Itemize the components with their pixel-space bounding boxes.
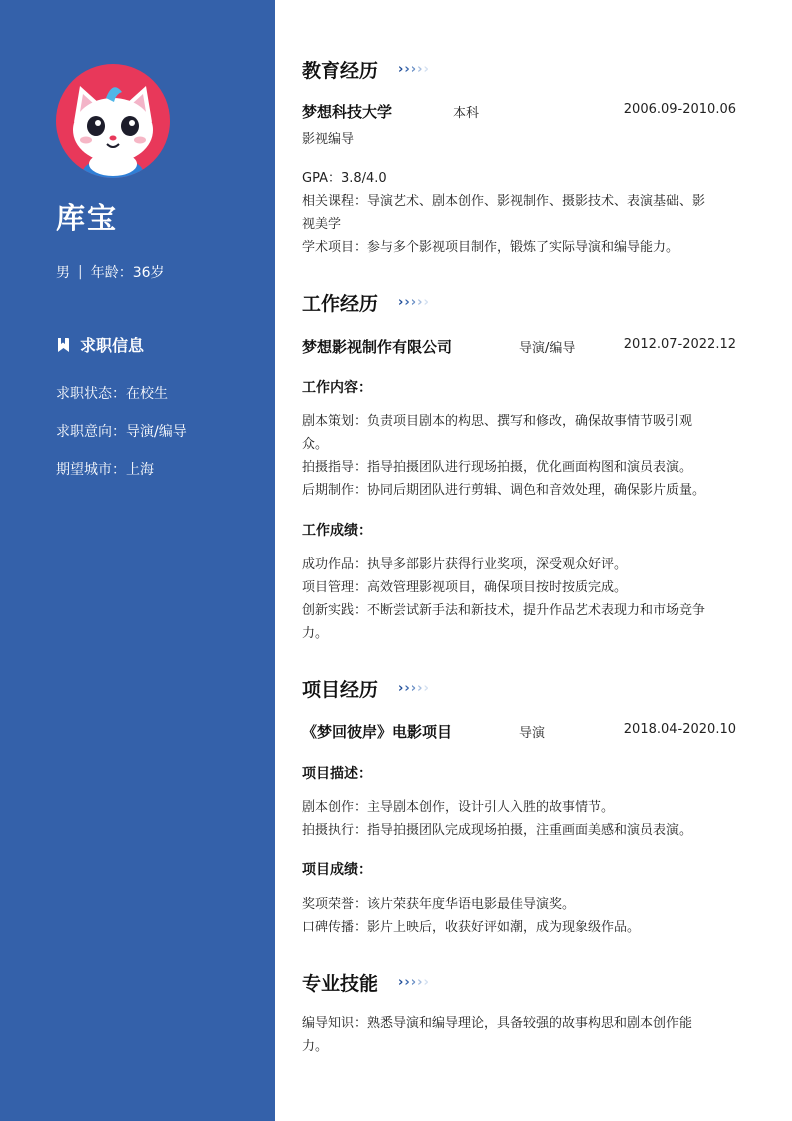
education-period: 2006.09-2010.06: [623, 102, 736, 117]
skills-title: 专业技能: [302, 973, 379, 995]
work-content: [302, 410, 736, 502]
job-status: 求职状态：在校生: [56, 386, 168, 402]
work-content-line: 后期制作：协同后期团队进行剪辑、调色和音效处理，确保影片质量。: [302, 483, 706, 498]
work-content-line: 众。: [302, 437, 329, 452]
project-desc-line: 剧本创作：主导剧本创作，设计引人入胜的故事情节。: [302, 800, 615, 815]
job-info-heading: [56, 333, 144, 356]
candidate-name: 库宝: [56, 201, 119, 235]
work-result-line: 力。: [302, 626, 329, 641]
work-content-line: 拍摄指导：指导拍摄团队进行现场拍摄，优化画面构图和演员表演。: [302, 460, 693, 475]
work-role: 导演/编导: [519, 341, 576, 356]
skills-heading: [302, 969, 429, 996]
project-role: 导演: [519, 726, 546, 741]
work-result-line: 成功作品：执导多部影片获得行业奖项，深受观众好评。: [302, 557, 628, 572]
courses-line-2: 视美学: [302, 217, 342, 232]
project-title: 项目经历: [302, 679, 379, 701]
chevrons-icon: › › › › ›: [398, 295, 429, 310]
work-row: [302, 336, 736, 358]
skills-line: 编导知识：熟悉导演和编导理论，具备较强的故事构思和剧本创作能: [302, 1016, 693, 1031]
work-results: [302, 553, 736, 645]
work-content-line: 剧本策划：负责项目剧本的构思、撰写和修改，确保故事情节吸引观: [302, 414, 693, 429]
divider: |: [78, 264, 83, 280]
work-results-title: 工作成绩：: [302, 523, 372, 539]
gpa: GPA：3.8/4.0: [302, 171, 387, 186]
project-desc-title: 项目描述：: [302, 766, 372, 782]
job-intention: 求职意向：导演/编导: [56, 424, 187, 440]
education-title: 教育经历: [302, 60, 379, 82]
age: 年龄：36岁: [90, 265, 165, 281]
work-result-line: 项目管理：高效管理影视项目，确保项目按时按质完成。: [302, 580, 628, 595]
job-info-title: 求职信息: [80, 336, 145, 355]
chevrons-icon: › › › › ›: [398, 62, 429, 77]
company-name: 梦想影视制作有限公司: [302, 338, 453, 356]
project-name: 《梦回彼岸》电影项目: [302, 723, 453, 741]
degree: 本科: [453, 106, 480, 121]
project-results-title: 项目成绩：: [302, 862, 372, 878]
courses-line-1: 相关课程：导演艺术、剧本创作、影视制作、摄影技术、表演基础、影: [302, 194, 706, 209]
education-row: [302, 101, 736, 123]
project-result-line: 奖项荣誉：该片荣获年度华语电影最佳导演奖。: [302, 897, 576, 912]
project-heading: [302, 675, 429, 702]
work-title: 工作经历: [302, 293, 379, 315]
sidebar: [0, 0, 275, 1121]
cat-mascot-icon: [56, 64, 170, 178]
skills-text: [302, 1012, 736, 1058]
project-result-line: 口碑传播：影片上映后，收获好评如潮，成为现象级作品。: [302, 920, 641, 935]
skills-line: 力。: [302, 1039, 329, 1054]
work-period: 2012.07-2022.12: [623, 337, 736, 352]
project-row: [302, 721, 736, 743]
work-content-title: 工作内容：: [302, 380, 372, 396]
gender: 男: [56, 265, 70, 281]
basic-info: [56, 262, 165, 282]
work-heading: [302, 289, 429, 316]
school-name: 梦想科技大学: [302, 103, 393, 121]
education-details: [302, 167, 736, 259]
project-desc: [302, 796, 736, 842]
chevrons-icon: › › › › ›: [398, 681, 429, 696]
bookmark-icon: [56, 337, 72, 353]
academic-projects: 学术项目：参与多个影视项目制作，锻炼了实际导演和编导能力。: [302, 240, 680, 255]
project-results: [302, 893, 736, 939]
project-period: 2018.04-2020.10: [623, 722, 736, 737]
job-info-list: [56, 384, 187, 498]
major: 影视编导: [302, 132, 355, 147]
project-desc-line: 拍摄执行：指导拍摄团队完成现场拍摄，注重画面美感和演员表演。: [302, 823, 693, 838]
avatar: [56, 64, 170, 178]
chevrons-icon: › › › › ›: [398, 975, 429, 990]
expected-city: 期望城市：上海: [56, 462, 154, 478]
education-heading: [302, 56, 429, 83]
work-result-line: 创新实践：不断尝试新手法和新技术，提升作品艺术表现力和市场竞争: [302, 603, 706, 618]
